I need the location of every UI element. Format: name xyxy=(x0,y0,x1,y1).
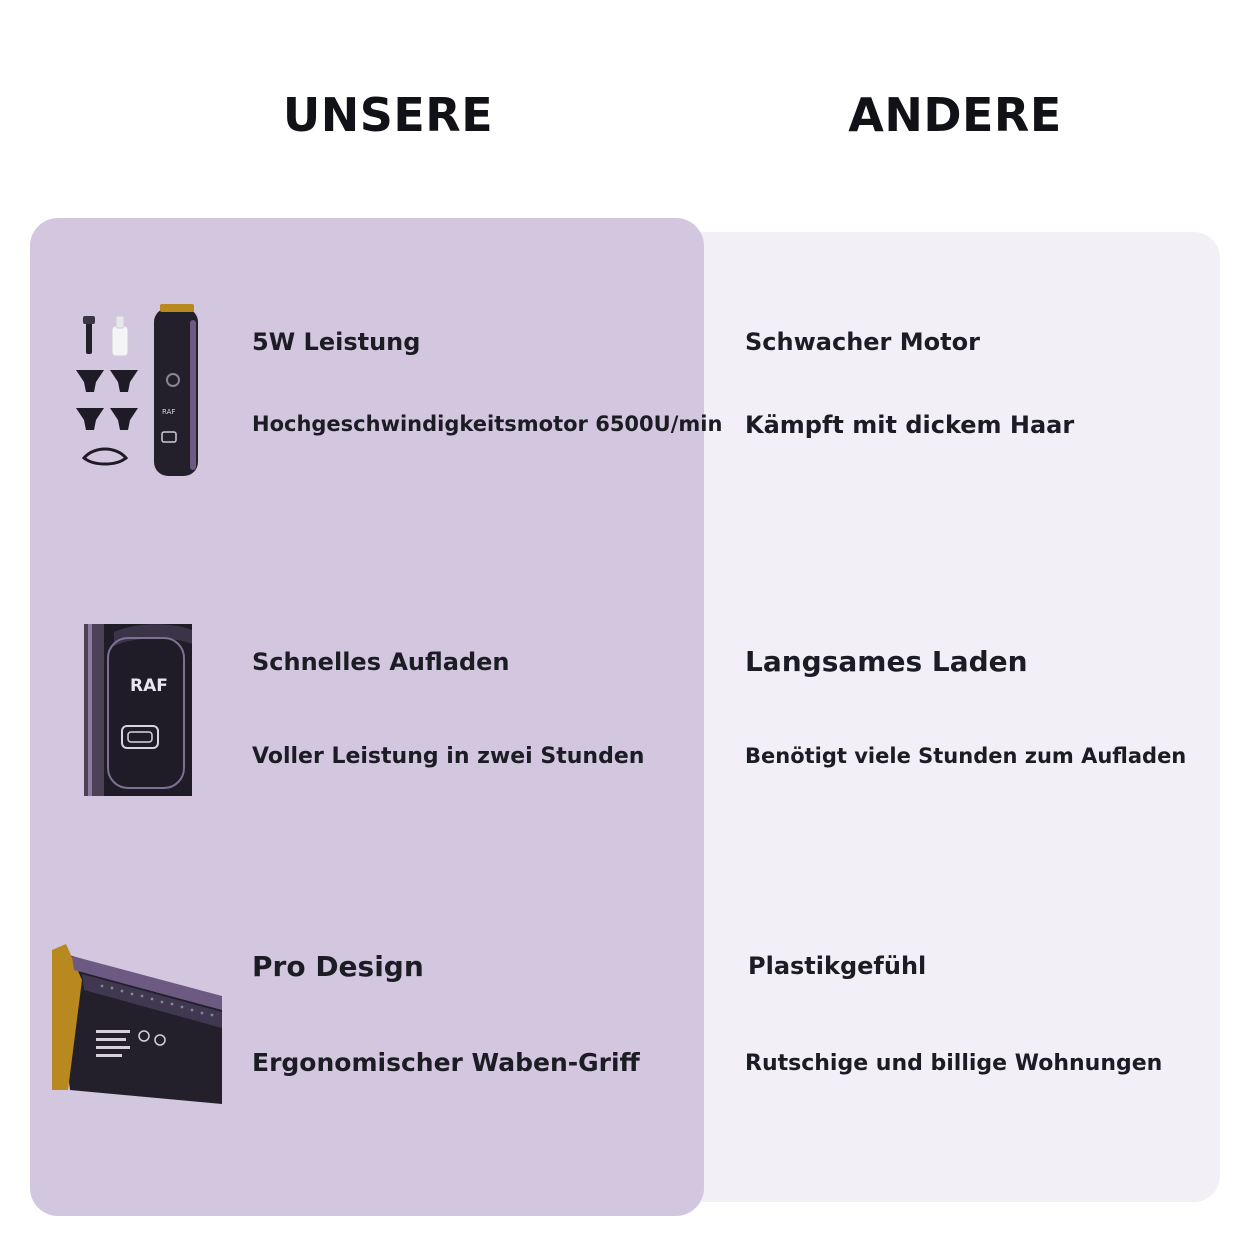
trimmer-head-image xyxy=(52,940,222,1104)
ours-row-2-title: Schnelles Aufladen xyxy=(252,648,510,676)
others-row-2-title: Langsames Laden xyxy=(745,645,1028,678)
ours-row-1-title: 5W Leistung xyxy=(252,328,421,356)
ours-row-1-subtitle: Hochgeschwindigkeitsmotor 6500U/min xyxy=(252,412,723,436)
ours-row-3-title: Pro Design xyxy=(252,950,424,983)
others-row-3-title: Plastikgefühl xyxy=(748,952,927,980)
others-row-1-title: Schwacher Motor xyxy=(745,328,980,356)
ours-row-2-subtitle: Voller Leistung in zwei Stunden xyxy=(252,744,645,769)
ours-row-3-subtitle: Ergonomischer Waben-Griff xyxy=(252,1048,640,1077)
svg-text:RAF: RAF xyxy=(162,408,176,416)
trimmer-brand-label: RAF xyxy=(130,676,168,696)
trimmer-kit-image xyxy=(70,300,210,480)
heading-ours: UNSERE xyxy=(282,88,494,142)
trimmer-body-image xyxy=(84,624,192,796)
others-row-3-subtitle: Rutschige und billige Wohnungen xyxy=(745,1051,1163,1076)
others-row-1-subtitle: Kämpft mit dickem Haar xyxy=(745,411,1075,439)
others-row-2-subtitle: Benötigt viele Stunden zum Aufladen xyxy=(745,744,1187,768)
heading-others: ANDERE xyxy=(848,88,1062,142)
